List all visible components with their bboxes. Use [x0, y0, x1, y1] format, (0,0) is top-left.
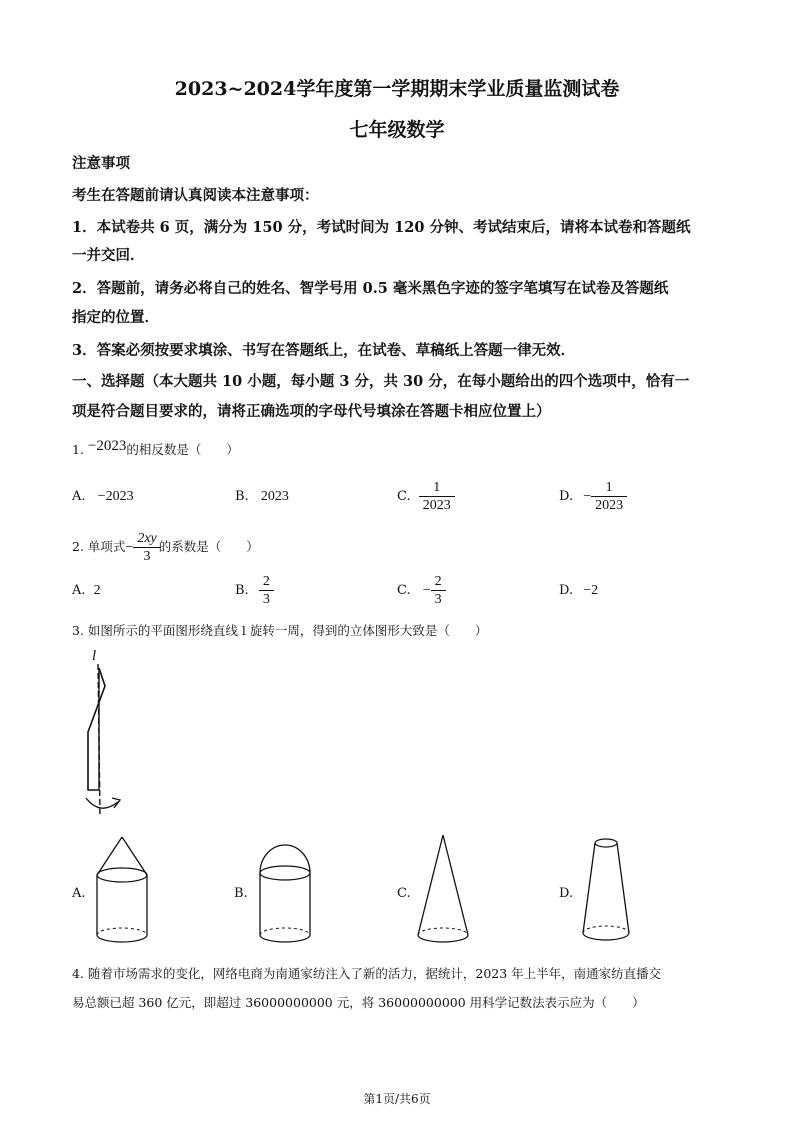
- q2-option-d[interactable]: [559, 583, 598, 599]
- minus-sign: −: [422, 583, 431, 598]
- fraction-denominator: 3: [262, 592, 270, 607]
- fraction-bar: [591, 496, 627, 497]
- option-value: −2023: [97, 489, 134, 504]
- fraction: [593, 480, 625, 513]
- option-value: 2023: [260, 489, 289, 504]
- base-front: [418, 935, 468, 942]
- fraction-bar: [259, 590, 274, 591]
- question-2-prefix: 2. 单项式: [72, 539, 126, 554]
- exam-title: 2023~2024学年度第一学期期末学业质量监测试卷: [174, 78, 620, 100]
- page-number: 第1页/共6页: [363, 1092, 431, 1106]
- notice-item-3: 3．答案必须按要求填涂、书写在答题纸上，在试卷、草稿纸上答题一律无效．: [72, 342, 576, 359]
- q1-option-a[interactable]: [72, 489, 134, 505]
- option-value: 2: [93, 583, 101, 598]
- question-1-value: −2023: [87, 438, 127, 454]
- notice-item-2-line-2: 指定的位置．: [72, 309, 159, 326]
- base-back: [583, 926, 629, 933]
- option-label: B.: [235, 583, 249, 598]
- q3-option-d-label[interactable]: D.: [559, 886, 574, 901]
- question-2-stem: [72, 531, 259, 564]
- q3-option-c-cone[interactable]: [412, 833, 474, 947]
- option-label: A.: [72, 583, 86, 598]
- section-heading-line-2: 项是符合题目要求的，请将正确选项的字母代号填涂在答题卡相应位置上）: [72, 403, 551, 420]
- cone-side-right: [443, 835, 468, 935]
- notice-item-2-line-1: 2．答题前，请务必将自己的姓名、智学号用 0.5 毫米黑色字迹的签字笔填写在试卷及答题纸: [72, 280, 669, 297]
- cone-side-left: [418, 835, 443, 935]
- q1-option-b[interactable]: [235, 489, 289, 505]
- notice-item-1-line-2: 一并交回．: [72, 247, 145, 264]
- notice-heading: 注意事项: [72, 155, 130, 172]
- plane-shape-outline: [88, 668, 105, 790]
- rotation-figure: [70, 640, 140, 830]
- fraction-numerator: 1: [605, 480, 613, 495]
- q3-option-a-cone-on-cylinder[interactable]: [92, 835, 152, 947]
- fraction-denominator: 2023: [422, 498, 451, 513]
- option-label: B.: [235, 489, 249, 504]
- question-2-suffix: 的系数是（ ）: [158, 539, 259, 554]
- question-4-line-1: 4. 随着市场需求的变化，网络电商为南通家纺注入了新的活力，据统计，2023 年上半年，南通家纺直播交: [72, 966, 662, 981]
- q3-option-b-capsule-cylinder[interactable]: [255, 843, 315, 947]
- minus-sign: −: [125, 540, 134, 555]
- option-label: A.: [72, 489, 86, 504]
- fraction-numerator: 1: [433, 480, 441, 495]
- q3-option-b-label[interactable]: B.: [234, 886, 248, 901]
- q2-option-b[interactable]: [235, 574, 272, 607]
- fraction-bar: [431, 590, 446, 591]
- dome-top: [260, 845, 310, 873]
- fraction: [433, 574, 444, 607]
- option-value: −2: [583, 583, 599, 598]
- minus-sign: −: [583, 489, 592, 504]
- q3-option-c-label[interactable]: C.: [397, 886, 411, 901]
- question-number: 1.: [72, 442, 84, 457]
- top-ellipse: [595, 839, 617, 847]
- notice-item-1-line-1: 1．本试卷共 6 页，满分为 150 分，考试时间为 120 分钟、考试结束后，请将本试卷和答题纸: [72, 219, 691, 236]
- fraction: [421, 480, 453, 513]
- option-label: D.: [559, 489, 574, 504]
- axis-label-l: l: [92, 648, 97, 664]
- q2-option-a[interactable]: [72, 583, 101, 599]
- question-4-line-2: 易总额已超 360 亿元，即超过 36000000000 元，将 36000000000 用科学记数法表示应为（ ）: [72, 995, 645, 1010]
- question-1-stem: [72, 440, 239, 459]
- fraction-numerator: 2xy: [137, 531, 157, 546]
- base-front: [97, 935, 147, 942]
- option-label: C.: [397, 489, 411, 504]
- option-label: C.: [397, 583, 411, 598]
- fraction-denominator: 2023: [595, 498, 624, 513]
- base-back: [260, 928, 310, 935]
- top-ellipse: [97, 868, 147, 882]
- rotation-arrow-arc: [86, 798, 118, 808]
- frustum-side-right: [617, 843, 629, 933]
- option-label: D.: [559, 583, 574, 598]
- fraction-bar: [133, 547, 160, 548]
- base-front: [260, 935, 310, 942]
- exam-subtitle: 七年级数学: [349, 119, 445, 141]
- fraction-numerator: 2: [262, 574, 270, 589]
- base-back: [97, 928, 147, 935]
- question-1-suffix: 的相反数是（ ）: [126, 442, 239, 457]
- notice-intro: 考生在答题前请认真阅读本注意事项：: [72, 187, 319, 204]
- top-ellipse: [260, 866, 310, 880]
- base-back: [418, 928, 468, 935]
- frustum-side-left: [583, 843, 595, 933]
- section-heading-line-1: 一、选择题（本大题共 10 小题，每小题 3 分，共 30 分，在每小题给出的四个选项中，恰有一: [72, 373, 690, 390]
- base-front: [583, 933, 629, 940]
- q3-option-d-frustum[interactable]: [578, 833, 634, 947]
- fraction: [261, 574, 272, 607]
- q1-option-d[interactable]: [559, 480, 625, 513]
- question-3-stem: 3. 如图所示的平面图形绕直线 l 旋转一周，得到的立体图形大致是（ ）: [72, 623, 488, 638]
- fraction-denominator: 3: [434, 592, 442, 607]
- fraction-bar: [419, 496, 455, 497]
- fraction: [135, 531, 158, 564]
- q3-option-a-label[interactable]: A.: [72, 886, 86, 901]
- fraction-denominator: 3: [143, 549, 151, 564]
- q1-option-c[interactable]: [397, 480, 453, 513]
- fraction-numerator: 2: [434, 574, 442, 589]
- q2-option-c[interactable]: [397, 574, 444, 607]
